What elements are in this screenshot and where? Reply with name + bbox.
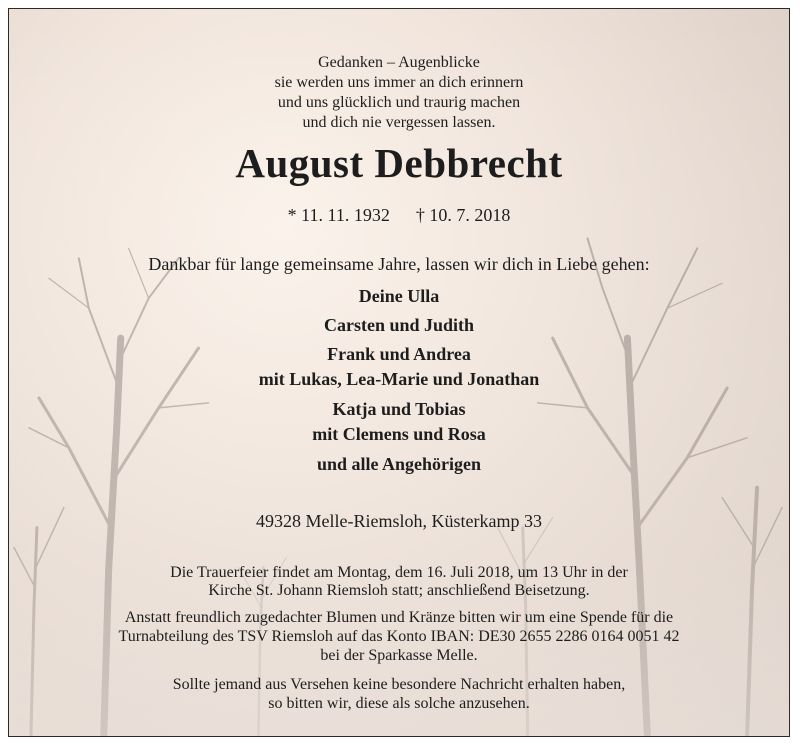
notice-text: Sollte jemand aus Versehen keine besondere Nachricht erhalten haben, — [172, 676, 626, 693]
family-member: Katja und Tobias — [332, 399, 466, 419]
address: 49328 Melle-Riemsloh, Küsterkamp 33 — [256, 511, 542, 531]
funeral-info: Kirche St. Johann Riemsloh statt; anschließend Beisetzung. — [208, 582, 590, 599]
funeral-info: Die Trauerfeier findet am Montag, dem 16. Juli 2018, um 13 Uhr in der — [170, 564, 628, 581]
birth-date: * 11. 11. 1932 — [287, 205, 390, 225]
poem-line: Gedanken – Augenblicke — [318, 54, 480, 71]
obituary-frame — [8, 8, 790, 737]
donation-info: Anstatt freundlich zugedachter Blumen und Kränze bitten wir um eine Spende für die — [124, 609, 674, 626]
family-member: und alle Angehörigen — [316, 454, 482, 474]
poem-line: und dich nie vergessen lassen. — [302, 114, 496, 131]
poem-line: sie werden uns immer an dich erinnern — [274, 74, 524, 91]
deceased-name: August Debbrecht — [235, 140, 563, 186]
family-member: mit Lukas, Lea-Marie und Jonathan — [258, 369, 540, 389]
donation-info: Turnabteilung des TSV Riemsloh auf das Konto IBAN: DE30 2655 2286 0164 0051 42 — [118, 628, 680, 645]
life-dates — [9, 205, 789, 226]
poem-line: und uns glücklich und traurig machen — [277, 94, 521, 111]
death-date: † 10. 7. 2018 — [415, 205, 511, 225]
donation-info: bei der Sparkasse Melle. — [320, 647, 478, 664]
farewell-intro: Dankbar für lange gemeinsame Jahre, lassen wir dich in Liebe gehen: — [148, 254, 650, 274]
family-member: Carsten und Judith — [323, 315, 475, 335]
family-member: Frank und Andrea — [327, 344, 471, 364]
family-member: mit Clemens und Rosa — [312, 424, 486, 444]
notice-text: so bitten wir, diese als solche anzusehen. — [268, 695, 530, 712]
family-member: Deine Ulla — [358, 286, 440, 306]
